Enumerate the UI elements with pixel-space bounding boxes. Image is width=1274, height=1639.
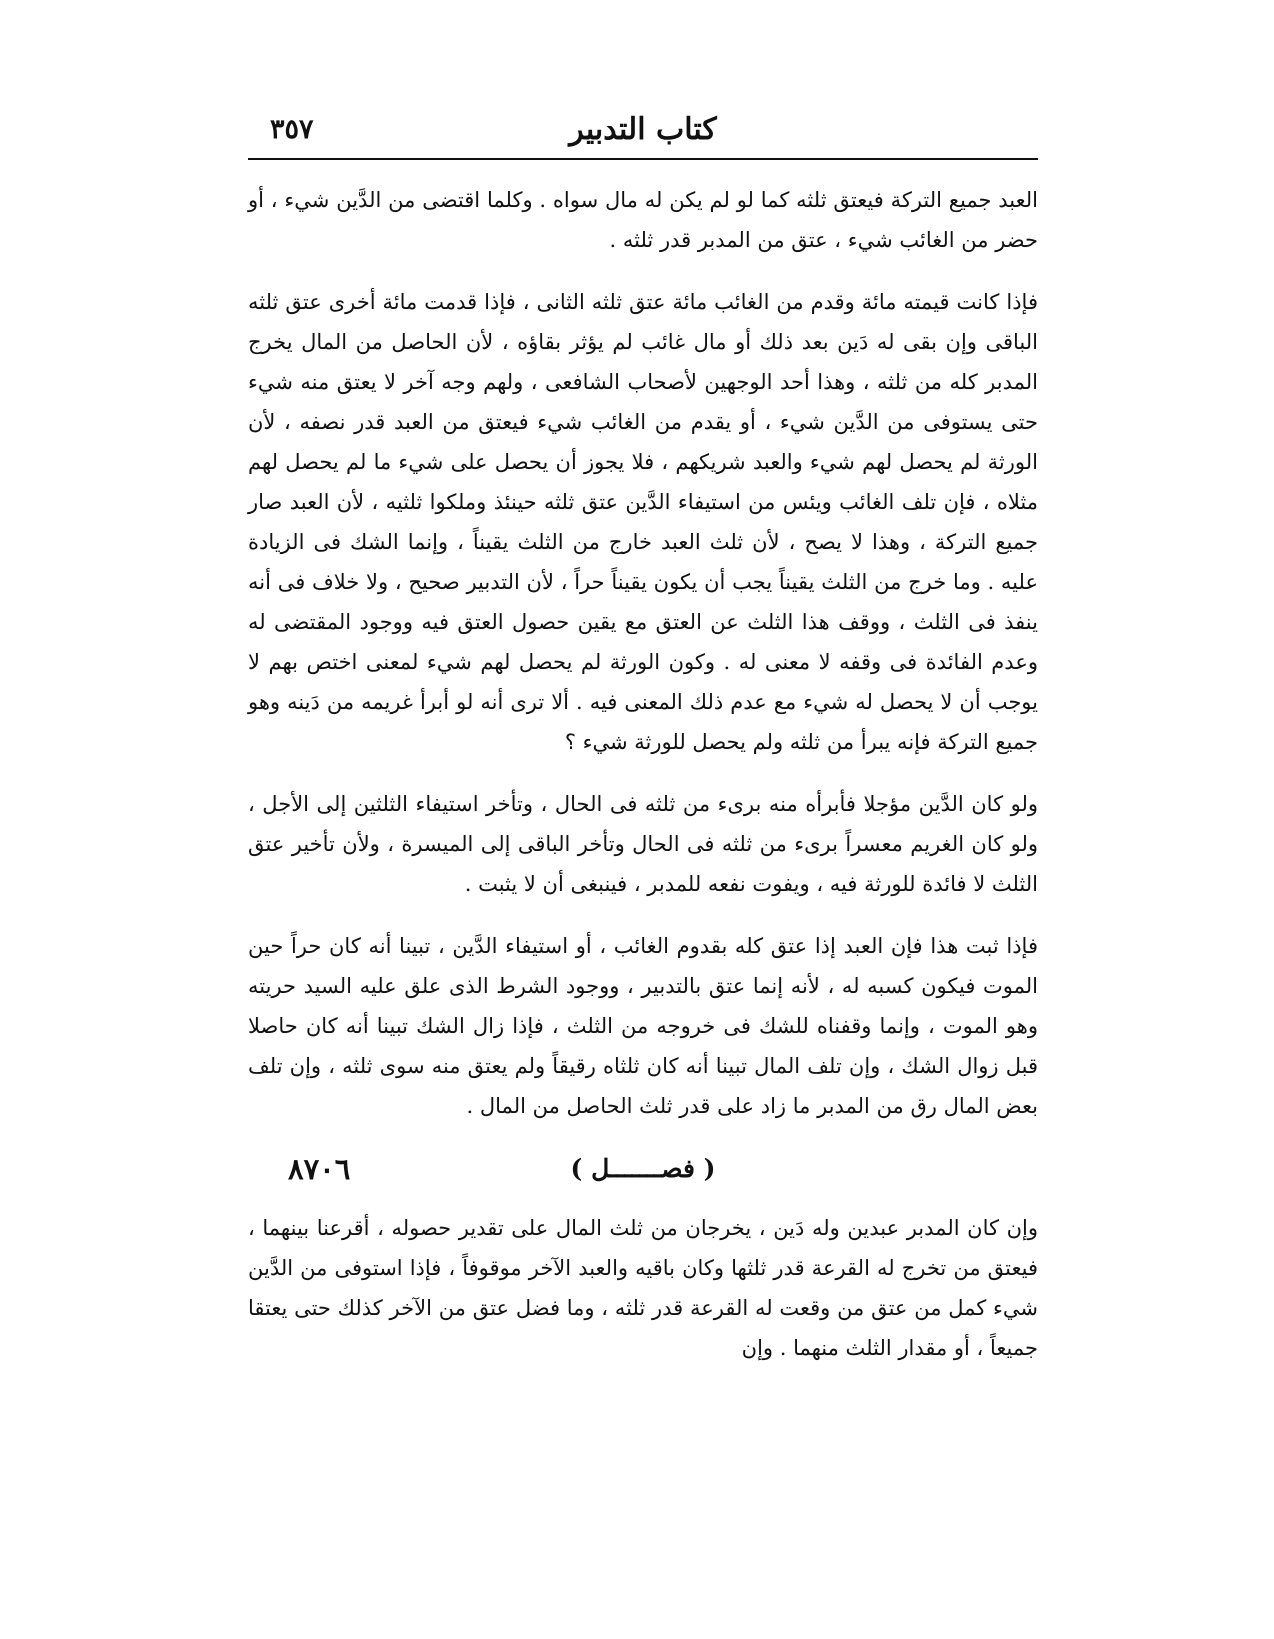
section-paragraph: وإن كان المدبر عبدين وله دَين ، يخرجان من ثلث المال على تقدير حصوله ، أقرعنا بينهما ، فيعتق من تخرج له القرعة قدر ثلثها وكان باقيه والعبد الآخر موقوفاً ، فإذا استوفى من الدَّين شيء كمل من عتق من وقعت له القرعة قدر ثلثه ، وما فضل عتق من الآخر كذلك حتى يعتقا جميعاً ، أو مقدار الثلث منهما . وإن [248,1216,1038,1360]
page-header [248,100,1038,160]
document-page [248,100,1038,1600]
page-body [248,160,1038,1368]
paragraph-1: العبد جميع التركة فيعتق ثلثه كما لو لم يكن له مال سواه . وكلما اقتضى من الدَّين شيء ، أو حضر من الغائب شيء ، عتق من المدبر قدر ثلثه . [248,188,1038,252]
paragraph-2: فإذا كانت قيمته مائة وقدم من الغائب مائة عتق ثلثه الثانى ، فإذا قدمت مائة أخرى عتق ثلثه الباقى وإن بقى له دَين بعد ذلك أو مال غائب لم يؤثر بقاؤه ، لأن الحاصل من المال يخرج المدبر كله من ثلثه ، وهذا أحد الوجهين لأصحاب الشافعى ، ولهم وجه آخر لا يعتق منه شيء حتى يستوفى من الدَّين شيء ، أو يقدم من الغائب شيء فيعتق من العبد قدر نصفه ، لأن الورثة لم يحصل لهم شيء والعبد شريكهم ، فلا يجوز أن يحصل على شيء ما لم يحصل لهم مثلاه ، فإن تلف الغائب ويئس من استيفاء الدَّين عتق ثلثه حينئذ وملكوا ثلثيه ، لأن العبد صار جميع التركة ، وهذا لا يصح ، لأن ثلث العبد خارج من الثلث يقيناً ، وإنما الشك فى الزيادة عليه . وما خرج من الثلث يقيناً يجب أن يكون يقيناً حراً ، لأن التدبير صحيح ، ولا خلاف فى أنه ينفذ فى الثلث ، ووقف هذا الثلث عن العتق مع يقين حصول العتق فيه ووجود المقتضى له وعدم الفائدة فى وقفه لا معنى له . وكون الورثة لم يحصل لهم شيء لمعنى اختص بهم لا يوجب أن لا يحصل له شيء مع عدم ذلك المعنى فيه . ألا ترى أنه لو أبرأ غريمه من دَينه وهو جميع التركة فإنه يبرأ من ثلثه ولم يحصل للورثة شيء ؟ [248,290,1039,754]
section-title: ( فصـــــــل ) [570,1154,716,1183]
paragraph-4: فإذا ثبت هذا فإن العبد إذا عتق كله بقدوم الغائب ، أو استيفاء الدَّين ، تبينا أنه كان حراً حين الموت فيكون كسبه له ، لأنه إنما عتق بالتدبير ، ووجود الشرط الذى علق عليه السيد حريته وهو الموت ، وإنما وقفناه للشك فى خروجه من الثلث ، فإذا زال الشك تبينا أنه كان حاصلا قبل زوال الشك ، وإن تلف المال تبينا أنه كان ثلثاه رقيقاً ولم يعتق منه سوى ثلثه ، وإن تلف بعض المال رق من المدبر ما زاد على قدر ثلث الحاصل من المال . [248,934,1038,1118]
paragraph-3: ولو كان الدَّين مؤجلا فأبرأه منه برىء من ثلثه فى الحال ، وتأخر استيفاء الثلثين إلى الأجل ، ولو كان الغريم معسراً برىء من ثلثه فى الحال وتأخر الباقى إلى الميسرة ، ولأن تأخير عتق الثلث لا فائدة للورثة فيه ، ويفوت نفعه للمدبر ، فينبغى أن لا يثبت . [248,792,1038,896]
section-number: ٨٧٠٦ [288,1152,351,1186]
running-title: كتاب التدبير [569,112,717,147]
section-heading [248,1148,1038,1202]
page-number: ٣٥٧ [270,114,314,145]
